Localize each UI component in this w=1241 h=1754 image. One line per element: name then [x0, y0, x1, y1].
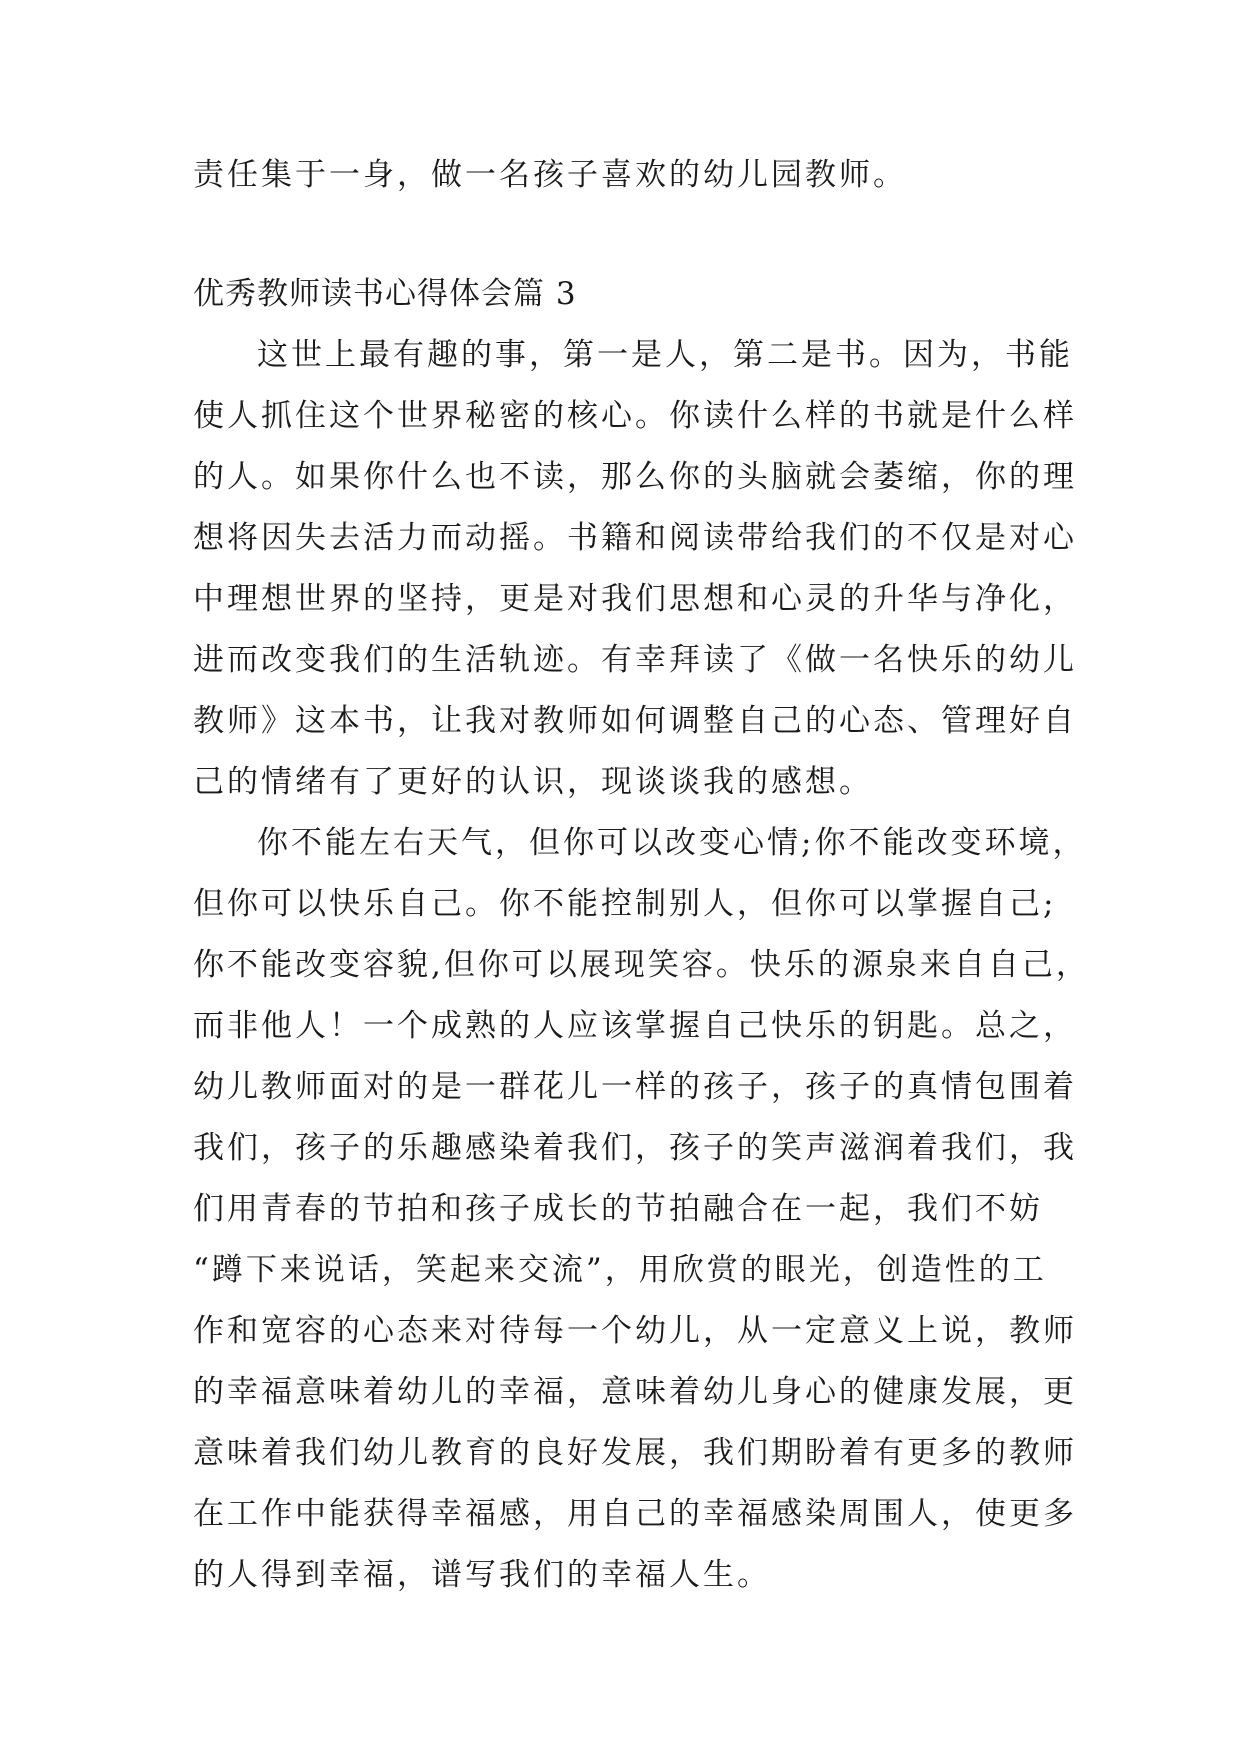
paragraph-line: 使人抓住这个世界秘密的核心。你读什么样的书就是什么样 — [193, 398, 1077, 434]
paragraph-line: 你不能左右天气，但你可以改变心情;你不能改变环境， — [257, 825, 1087, 861]
paragraph-line: 的人。如果你什么也不读，那么你的头脑就会萎缩，你的理 — [193, 459, 1077, 495]
paragraph-line: 中理想世界的坚持，更是对我们思想和心灵的升华与净化， — [193, 581, 1077, 617]
paragraph-line: 意味着我们幼儿教育的良好发展，我们期盼着有更多的教师 — [193, 1435, 1077, 1471]
paragraph-line: 的幸福意味着幼儿的幸福，意味着幼儿身心的健康发展，更 — [193, 1374, 1077, 1410]
paragraph-line: 在工作中能获得幸福感，用自己的幸福感染周围人，使更多 — [193, 1496, 1077, 1532]
document-body — [193, 155, 1090, 1616]
paragraph-line: 而非他人！一个成熟的人应该掌握自己快乐的钥匙。总之， — [193, 1008, 1077, 1044]
paragraph-line: “蹲下来说话，笑起来交流”，用欣赏的眼光，创造性的工 — [193, 1252, 1047, 1288]
paragraph-line: 但你可以快乐自己。你不能控制别人，但你可以掌握自己; — [193, 886, 1057, 922]
paragraph-line: 这世上最有趣的事，第一是人，第二是书。因为，书能 — [257, 337, 1073, 373]
lead-text-line: 责任集于一身，做一名孩子喜欢的幼儿园教师。 — [193, 157, 907, 193]
paragraph-line: 你不能改变容貌,但你可以展现笑容。快乐的源泉来自自己， — [193, 947, 1090, 983]
paragraph-line: 我们，孩子的乐趣感染着我们，孩子的笑声滋润着我们，我 — [193, 1130, 1077, 1166]
paragraph-line: 们用青春的节拍和孩子成长的节拍融合在一起，我们不妨 — [193, 1191, 1043, 1227]
paragraph-line: 幼儿教师面对的是一群花儿一样的孩子，孩子的真情包围着 — [193, 1069, 1077, 1105]
section-title: 优秀教师读书心得体会篇 3 — [193, 276, 577, 312]
paragraph-2 — [193, 823, 1090, 1616]
paragraph-line: 进而改变我们的生活轨迹。有幸拜读了《做一名快乐的幼儿 — [193, 642, 1077, 678]
paragraph-line: 己的情绪有了更好的认识，现谈谈我的感想。 — [193, 764, 873, 800]
paragraph-line: 作和宽容的心态来对待每一个幼儿，从一定意义上说，教师 — [193, 1313, 1077, 1349]
paragraph-1 — [193, 335, 1077, 823]
paragraph-line: 教师》这本书，让我对教师如何调整自己的心态、管理好自 — [193, 703, 1077, 739]
paragraph-line: 的人得到幸福，谱写我们的幸福人生。 — [193, 1557, 771, 1593]
paragraph-line: 想将因失去活力而动摇。书籍和阅读带给我们的不仅是对心 — [193, 520, 1077, 556]
